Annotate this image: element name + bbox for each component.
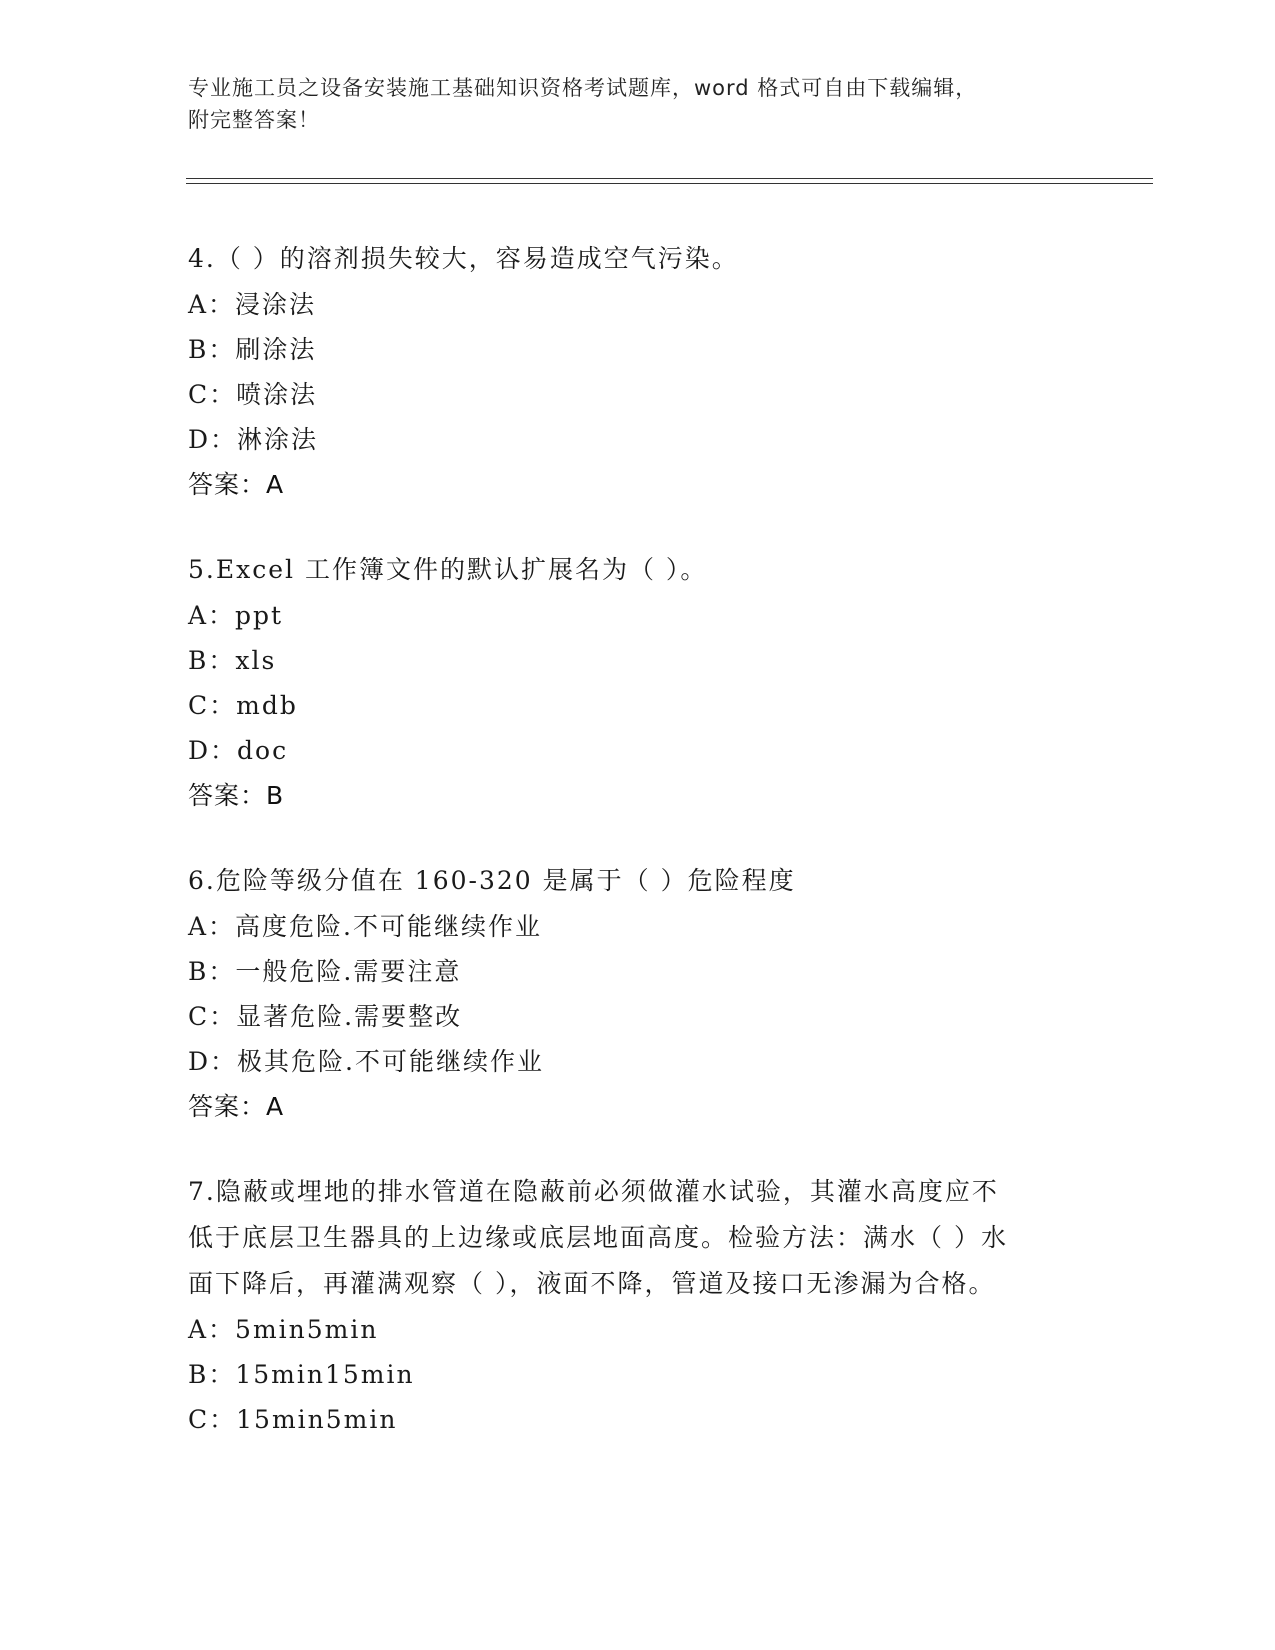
option-c: C：15min5min [188,1405,398,1434]
question-stem: 4.（ ）的溶剂损失较大，容易造成空气污染。 [188,244,739,273]
answer-line: 答案：A [188,1092,285,1121]
option-b: B：xls [188,646,277,675]
question-stem-line-2: 低于底层卫生器具的上边缘或底层地面高度。检验方法：满水（ ）水 [188,1223,1008,1252]
answer-line: 答案：B [188,781,285,810]
option-a: A：浸涂法 [188,290,317,319]
header-line-1: 专业施工员之设备安装施工基础知识资格考试题库，word 格式可自由下载编辑， [188,76,978,100]
option-c: C：显著危险.需要整改 [188,1002,463,1031]
option-a: A：高度危险.不可能继续作业 [188,912,543,941]
question-stem: 6.危险等级分值在 160-320 是属于（ ）危险程度 [188,866,796,895]
question-stem: 5.Excel 工作簿文件的默认扩展名为（ ）。 [188,555,708,584]
option-a: A：ppt [188,601,284,630]
question-7 [188,1169,1088,1442]
question-stem-line-3: 面下降后，再灌满观察（ ），液面不降，管道及接口无渗漏为合格。 [188,1269,996,1298]
option-b: B：15min15min [188,1360,415,1389]
option-a: A：5min5min [188,1315,379,1344]
question-6 [188,858,1088,1129]
header-line-2: 附完整答案！ [188,108,320,132]
answer-line: 答案：A [188,470,285,499]
document-header [188,72,1088,136]
header-divider-bottom [186,183,1153,184]
option-b: B：一般危险.需要注意 [188,957,462,986]
header-divider-top [186,178,1153,179]
question-list [188,236,1088,1482]
option-d: D：淋涂法 [188,425,319,454]
option-c: C：喷涂法 [188,380,318,409]
option-c: C：mdb [188,691,298,720]
question-stem-line-1: 7.隐蔽或埋地的排水管道在隐蔽前必须做灌水试验，其灌水高度应不 [188,1177,999,1206]
question-4 [188,236,1088,507]
question-5 [188,547,1088,818]
option-d: D：doc [188,736,289,765]
option-d: D：极其危险.不可能继续作业 [188,1047,544,1076]
option-b: B：刷涂法 [188,335,317,364]
